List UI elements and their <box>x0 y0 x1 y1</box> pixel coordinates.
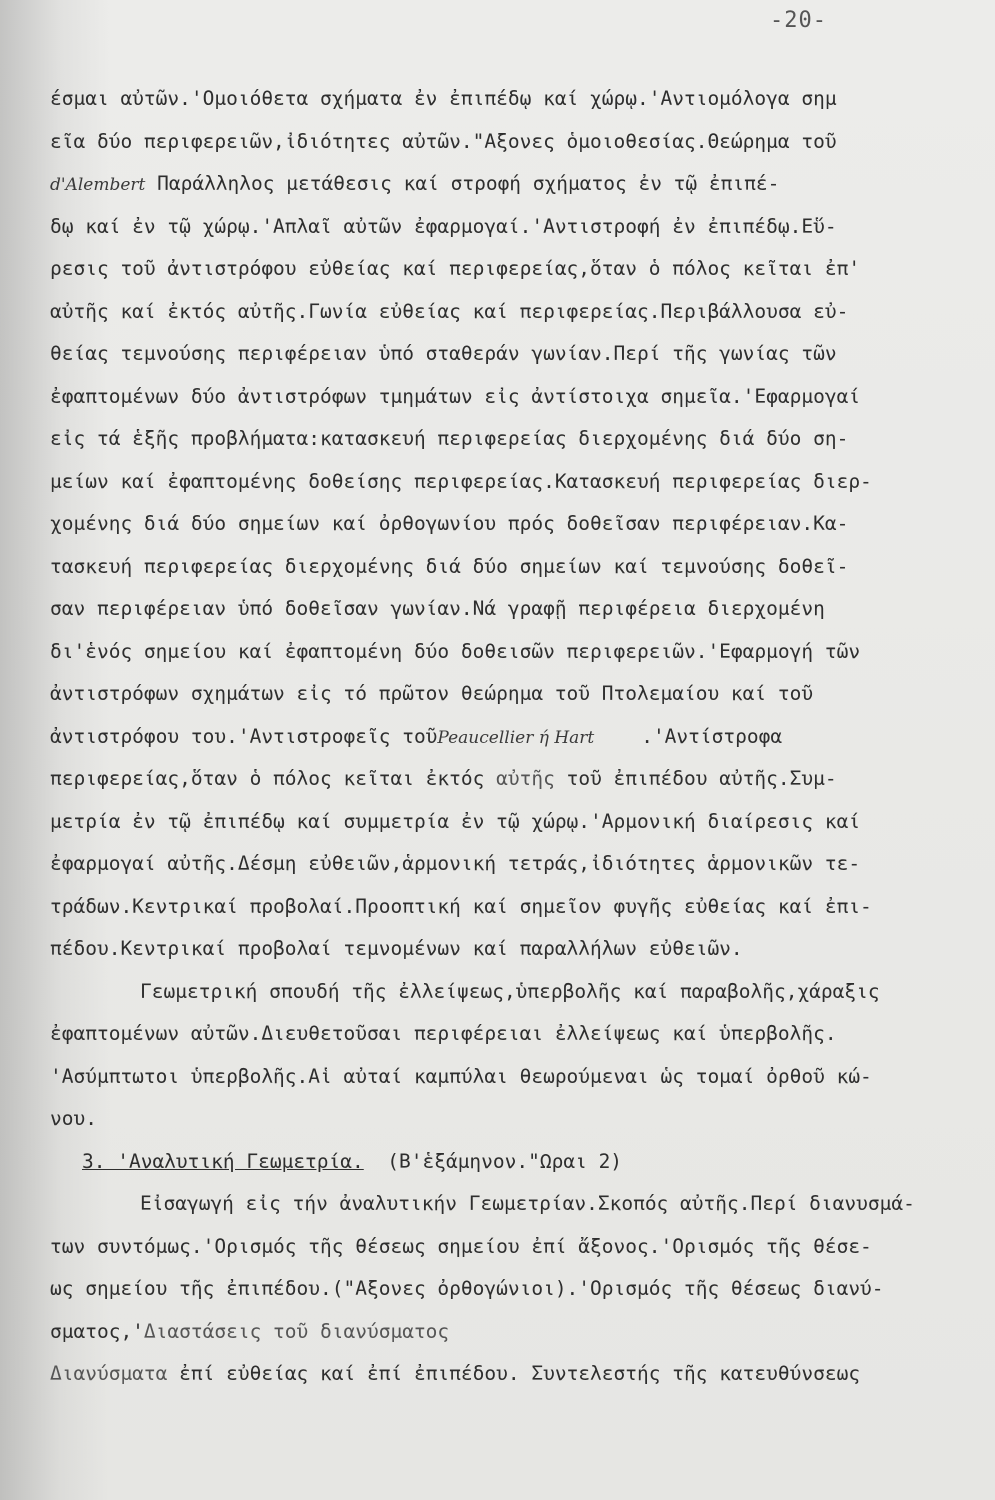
struck-text: αὐτῆς <box>496 767 555 790</box>
text-line: εῖα δύο περιφερειῶν,ἰδιότητες αὐτῶν."Αξονες ὁμοιοθεσίας.Θεώρημα τοῦ <box>50 129 837 153</box>
text-line: πέδου.Κεντρικαί προβολαί τεμνομένων καί παραλλήλων εὐθειῶν. <box>50 937 743 960</box>
text-line: μετρία ἐν τῷ ἐπιπέδῳ καί συμμετρία ἐν τῷ χώρῳ.'Αρμονική διαίρεσις καί <box>50 809 861 833</box>
text-line: ρεσις τοῦ ἀντιστρόφου εὐθείας καί περιφερείας,ὅταν ὁ πόλος κεῖται ἐπ' <box>50 257 861 280</box>
text-line: ἀντιστρόφου του.'Αντιστροφεῖς τοῦPeaucellier ή Hart .'Αντίστροφα <box>50 724 783 748</box>
handwritten-name: d'Alembert <box>50 175 146 195</box>
section-title: 3. 'Αναλυτική Γεωμετρία. <box>82 1149 364 1173</box>
text-line: χομένης διά δύο σημείων καί ὀρθογωνίου πρός δοθεῖσαν περιφέρειαν.Κα- <box>50 512 849 535</box>
text-line: νου. <box>50 1107 97 1130</box>
text-line: ἐφαρμογαί αὐτῆς.Δέσμη εὐθειῶν,ἁρμονική τετράς,ἰδιότητες ἁρμονικῶν τε- <box>50 852 861 875</box>
text-line: ἀντιστρόφων σχημάτων εἰς τό πρῶτον θεώρημα τοῦ Πτολεμαίου καί τοῦ <box>50 682 814 705</box>
text-line: Διανύσματα ἐπί εὐθείας καί ἐπί ἐπιπέδου. Συντελεστής τῆς κατευθύνσεως <box>50 1362 861 1385</box>
text-line: θείας τεμνούσης περιφέρειαν ὑπό σταθεράν γωνίαν.Περί τῆς γωνίας τῶν <box>50 342 837 365</box>
text-line: εἰς τά ἑξῆς προβλήματα:κατασκευή περιφερείας διερχομένης διά δύο ση- <box>50 427 849 450</box>
text-line: ἐφαπτομένων δύο ἀντιστρόφων τμημάτων εἰς ἀντίστοιχα σημεῖα.'Εφαρμογαί <box>50 384 861 408</box>
page-number: -20- <box>770 8 827 33</box>
section-heading <box>50 1141 990 1184</box>
section-meta: (Β'ἑξάμηνον."Ωραι 2) <box>387 1149 623 1173</box>
text-line: ως σημείου τῆς ἐπιπέδου.("Αξονες ὀρθογώνιοι).'Ορισμός τῆς θέσεως διανύ- <box>50 1277 884 1300</box>
text-line: έσμαι αὐτῶν.'Ομοιόθετα σχήματα ἐν ἐπιπέδῳ καί χώρῳ.'Αντιομόλογα σημ <box>50 87 837 110</box>
handwritten-name: Peaucellier ή Hart <box>437 727 595 748</box>
text-line: μείων καί ἐφαπτομένης δοθείσης περιφερείας.Κατασκευή περιφερείας διερ- <box>50 469 872 493</box>
text-line: δῳ καί ἐν τῷ χώρῳ.'Απλαῖ αὐτῶν ἐφαρμογαί.'Αντιστροφή ἐν ἐπιπέδῳ.Εὕ- <box>50 214 837 238</box>
text-line: των συντόμως.'Ορισμός τῆς θέσεως σημείου ἐπί ἄξονος.'Ορισμός τῆς θέσε- <box>50 1234 872 1258</box>
text-line: d'Alembert Παράλληλος μετάθεσις καί στροφή σχήματος ἐν τῷ ἐπιπέ- <box>50 172 780 195</box>
text-line: σαν περιφέρειαν ὑπό δοθεῖσαν γωνίαν.Νά γραφῇ περιφέρεια διερχομένη <box>50 597 825 620</box>
text-line: δι'ἑνός σημείου καί ἐφαπτομένη δύο δοθεισῶν περιφερειῶν.'Εφαρμογή τῶν <box>50 639 861 663</box>
text-line: τασκευή περιφερείας διερχομένης διά δύο σημείων καί τεμνούσης δοθεῖ- <box>50 554 849 578</box>
struck-text: Διανύσματα <box>50 1362 168 1385</box>
text-line: 'Ασύμπτωτοι ὑπερβολῆς.Αἱ αὐταί καμπύλαι θεωρούμεναι ὡς τομαί ὀρθοῦ κώ- <box>50 1064 872 1088</box>
text-line: σματος,'Διαστάσεις τοῦ διανύσματος <box>50 1319 450 1343</box>
text-line: αὐτῆς καί ἐκτός αὐτῆς.Γωνία εὐθείας καί περιφερείας.Περιβάλλουσα εὐ- <box>50 299 849 323</box>
text-line: περιφερείας,ὅταν ὁ πόλος κεῖται ἐκτός αὐτῆς τοῦ ἐπιπέδου αὐτῆς.Συμ- <box>50 767 837 790</box>
body-text <box>50 78 990 1396</box>
text-line: Εἰσαγωγή εἰς τήν ἀναλυτικήν Γεωμετρίαν.Σκοπός αὐτῆς.Περί διανυσμά- <box>140 1192 915 1215</box>
struck-text: Διαστάσεις τοῦ διανύσματος <box>143 1319 450 1343</box>
text-line: Γεωμετρική σπουδή τῆς ἐλλείψεως,ὑπερβολῆς καί παραβολῆς,χάραξις <box>140 979 880 1003</box>
text-line: ἐφαπτομένων αὐτῶν.Διευθετοῦσαι περιφέρειαι ἐλλείψεως καί ὑπερβολῆς. <box>50 1022 837 1045</box>
text-line: τράδων.Κεντρικαί προβολαί.Προοπτική καί σημεῖον φυγῆς εὐθείας καί ἐπι- <box>50 894 872 918</box>
